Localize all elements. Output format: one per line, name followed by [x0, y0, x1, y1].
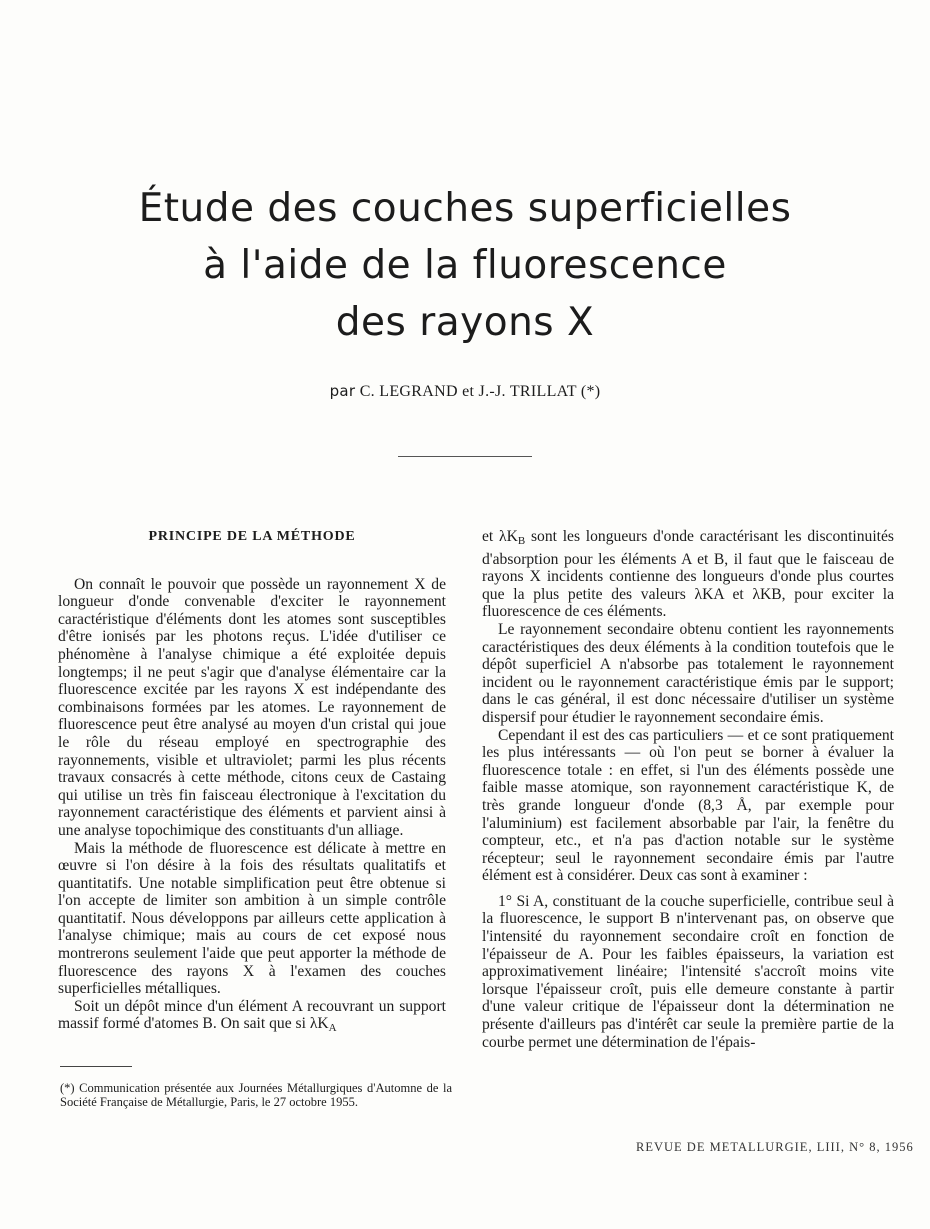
subscript-a: A — [328, 1022, 337, 1035]
paragraph-6: Cependant il est des cas particuliers — et ce sont pratiquement les plus intéressants — où l'on peut se borner à évaluer la fluorescence totale : en effet, si l'un des éléments possède une faible masse atomique, son rayonnement caractéristique K, de très grande longueur d'onde (8,3 Å, par exemple pour l'aluminium) est facilement absorbable par l'air, la fenêtre du compteur, etc., et n'a pas d'action notable sur le système récepteur; seul le rayonnement secondaire émis par l'autre élément est à considérer. Deux cas sont à examiner : — [482, 726, 894, 885]
paragraph-4-text: sont les longueurs d'onde caractérisant les discontinuités d'absorption pour les éléments A et B, il faut que le faisceau de rayons X incidents contienne des longueurs d'onde plus courtes que la plus petite des valeurs λKA et λKB, pour exciter la fluorescence de ces éléments. — [482, 528, 894, 621]
article-title — [0, 180, 930, 351]
authors-par: par — [329, 382, 356, 400]
left-column — [58, 520, 446, 1038]
authors-line — [0, 382, 930, 401]
paragraph-3 — [58, 998, 446, 1038]
title-line-3: des rayons X — [335, 300, 595, 345]
footnote-divider — [60, 1066, 132, 1067]
paragraph-2: Mais la méthode de fluorescence est délicate à mettre en œuvre si l'on désire à la fois des résultats qualitatifs et quantitatifs. Une notable simplification peut être obtenue si l'on accepte de limiter son ambition à un simple contrôle quantitatif. Nous développons par ailleurs cette application à l'analyse chimique; mais au cours de cet exposé nous montrerons seulement l'aide que peut apporter la méthode de fluorescence des rayons X à l'examen des couches superficielles métalliques. — [58, 839, 446, 998]
running-footer: REVUE DE METALLURGIE, LIII, N° 8, 1956 — [636, 1140, 914, 1154]
footnote: (*) Communication présentée aux Journées Métallurgiques d'Automne de la Société Française de Métallurgie, Paris, le 27 octobre 1955. — [60, 1081, 452, 1109]
title-line-1: Étude des couches superficielles — [138, 186, 792, 231]
right-column — [482, 528, 894, 1051]
paragraph-5: Le rayonnement secondaire obtenu contient les rayonnements caractéristiques des deux éléments à la condition toutefois que le dépôt superficiel A n'absorbe pas totalement le rayonnement incident ou le rayonnement caractéristique émis par le support; dans le cas général, il est donc nécessaire d'utiliser un système dispersif pour étudier le rayonnement secondaire émis. — [482, 620, 894, 726]
paragraph-7: 1° Si A, constituant de la couche superficielle, contribue seul à la fluorescence, le support B n'intervenant pas, on observe que l'intensité du rayonnement secondaire croît en fonction de l'épaisseur de A. Pour les faibles épaisseurs, la variation est approximativement linéaire; l'intensité s'accroît moins vite lorsque l'épaisseur croît, puis elle demeure constante à partir d'une valeur critique de l'épaisseur dont la détermination ne présente d'ailleurs pas d'intérêt car seule la première partie de la courbe permet une détermination de l'épais- — [482, 892, 894, 1051]
title-line-2: à l'aide de la fluorescence — [203, 243, 727, 288]
lambda-kb: et λK — [482, 528, 518, 545]
paragraph-4 — [482, 528, 894, 621]
section-heading: PRINCIPE DE LA MÉTHODE — [148, 529, 356, 544]
paragraph-3-text: Soit un dépôt mince d'un élément A recouvrant un support massif formé d'atomes B. On sait que si λK — [58, 997, 446, 1033]
authors-names: C. LEGRAND et J.-J. TRILLAT (*) — [359, 383, 601, 400]
title-divider — [398, 456, 532, 457]
paragraph-1: On connaît le pouvoir que possède un rayonnement X de longueur d'onde convenable d'exciter le rayonnement caractéristique d'éléments dont les atomes sont susceptibles d'être ionisés par les photons reçus. L'idée d'utiliser ce phénomène à l'analyse chimique a été exploitée depuis longtemps; il ne peut s'agir que d'analyse élémentaire car la fluorescence excitée par les rayons X est indépendante des combinaisons formées par les atomes. Le rayonnement de fluorescence peut être analysé au moyen d'un cristal qui joue le rôle du réseau employé en spectrographie des rayonnements, visible et ultraviolet; parmi les plus récents travaux consacrés à cette méthode, citons ceux de Castaing qui utilise un très fin faisceau électronique à l'excitation du rayonnement caractéristique des éléments et parvient ainsi à une analyse topochimique des constituants d'un alliage. — [58, 575, 446, 839]
subscript-b: B — [517, 535, 526, 547]
